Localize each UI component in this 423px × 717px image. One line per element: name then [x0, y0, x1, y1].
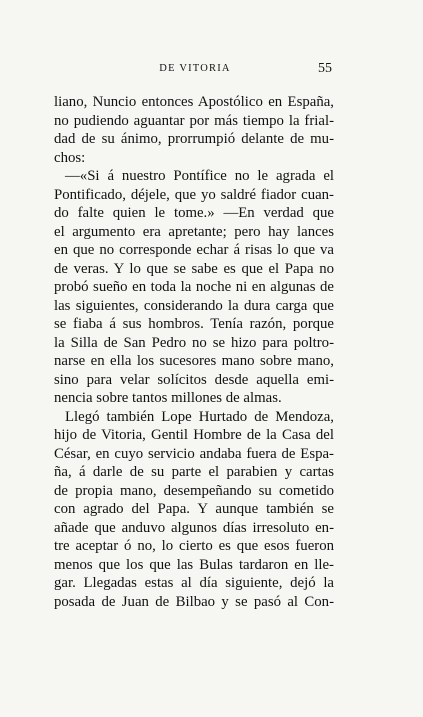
text-line: añade que anduvo algunos días irresoluto en-: [54, 519, 334, 536]
text-line: hijo de Vitoria, Gentil Hombre de la Casa del: [54, 427, 334, 443]
text-line: la Silla de San Pedro no se hizo para poltro-: [54, 334, 334, 351]
text-line: narse en ella los sucesores mano sobre mano,: [54, 353, 334, 369]
text-line: se fiaba á sus hombros. Tenía razón, porque: [54, 316, 334, 332]
text-line: chos:: [54, 149, 86, 166]
text-line: posada de Juan de Bilbao y se pasó al Con-: [54, 593, 334, 610]
text-line: con agrado del Papa. Y aunque también se: [54, 501, 334, 517]
text-line: ña, á darle de su parte el parabien y cartas: [54, 464, 334, 480]
text-line: el argumento era apretante; pero hay lances: [54, 223, 334, 240]
page-number: 55: [318, 61, 332, 76]
paragraph: [54, 93, 334, 167]
text-line: nencia sobre tantos millones de almas.: [54, 390, 282, 406]
text-line: liano, Nuncio entonces Apostólico en España,: [54, 94, 334, 110]
text-line: en que no corresponde echar á risas lo que va: [54, 242, 334, 258]
text-line: —«Si á nuestro Pontífice no le agrada el: [65, 168, 334, 184]
text-line: César, en cuyo servicio andaba fuera de Espa-: [54, 445, 334, 462]
text-line: menos que los que las Bulas tardaron en lle-: [54, 556, 334, 573]
text-line: de propia mano, desempeñando su cometido: [54, 482, 334, 499]
text-line: no pudiendo aguantar por más tiempo la frial-: [54, 112, 334, 129]
text-line: Pontificado, déjele, que yo saldré fiador cuan-: [54, 186, 334, 203]
text-line: Llegó también Lope Hurtado de Mendoza,: [65, 408, 334, 425]
paragraph: [54, 408, 334, 612]
text-line: las siguientes, considerando la dura carga que: [54, 297, 334, 314]
running-title: DE VITORIA: [159, 63, 231, 74]
text-line: tre aceptar ó no, lo cierto es que esos fueron: [54, 538, 334, 554]
text-line: do falte quien le tome.» —En verdad que: [54, 205, 334, 221]
running-head: [54, 62, 336, 80]
text-line: probó sueño en toda la noche ni en algunas de: [54, 279, 334, 295]
text-line: sino para velar solícitos desde aquella emi-: [54, 371, 334, 388]
paragraph: [54, 167, 334, 408]
text-line: de veras. Y lo que se sabe es que el Papa no: [54, 260, 334, 277]
body-text: [54, 93, 334, 611]
text-line: gar. Llegadas estas al día siguiente, dejó la: [54, 575, 334, 591]
text-line: dad de su ánimo, prorrumpió delante de mu-: [54, 131, 334, 147]
